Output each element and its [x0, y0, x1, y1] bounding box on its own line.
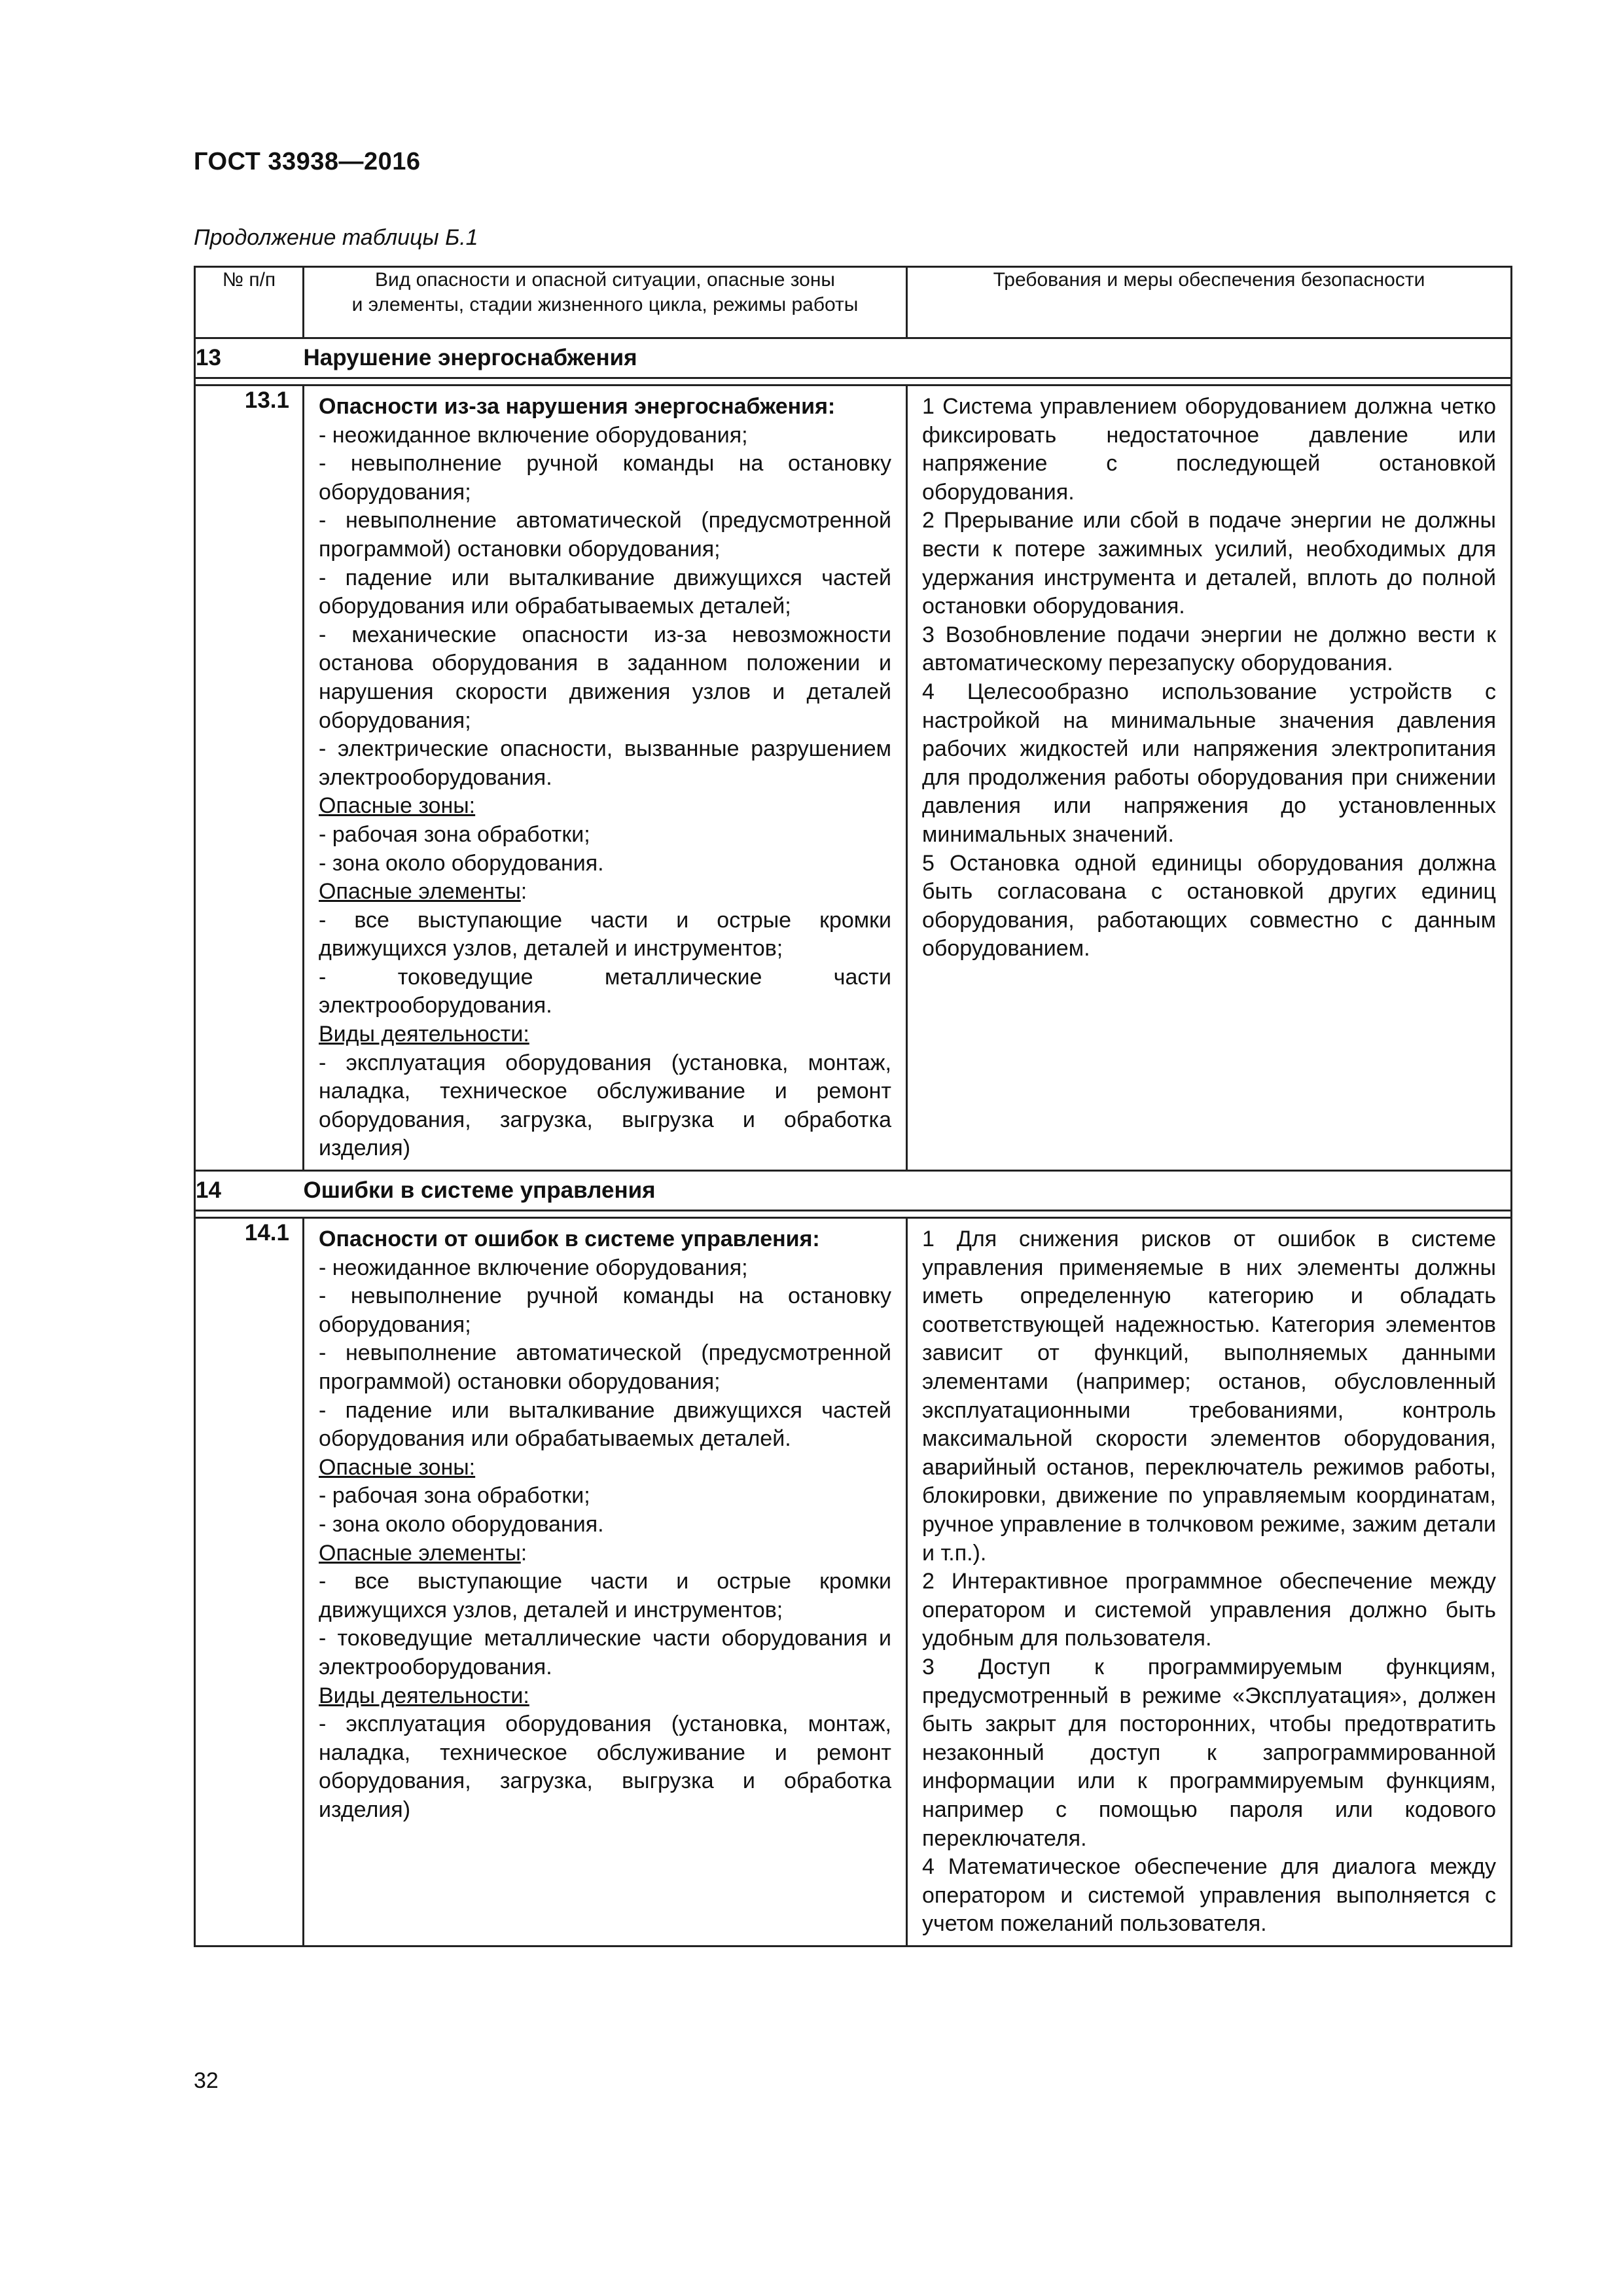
requirement-item: 4 Математическое обеспечение для диалога между оператором и системой управления выполняется с учетом пожеланий пользователя. [922, 1854, 1496, 1937]
requirement-item: 3 Доступ к программируемым функциям, предусмотренный в режиме «Эксплуатация», должен быть закрыт для посторонних, чтобы предотвратить незаконный доступ к запрограммированной информации или к программируемым функциям, например с помощью пароля или кодового переключателя. [922, 1654, 1496, 1851]
element-item: - все выступающие части и острые кромки движущихся узлов, деталей и инструментов; [319, 907, 891, 961]
page-number: 32 [194, 2068, 219, 2093]
elements-colon: : [520, 879, 527, 905]
activity-item: - эксплуатация оборудования (установка, монтаж, наладка, техническое обслуживание и ремонт оборудования, загрузка, выгрузка и обработка изделия) [319, 1712, 891, 1822]
zones-label: Опасные зоны: [319, 793, 476, 819]
hazard-item: - невыполнение ручной команды на остановку оборудования; [319, 1283, 891, 1337]
element-item: - токоведущие металлические части оборудования и электрооборудования. [319, 1626, 891, 1679]
hazard-item: - невыполнение автоматической (предусмотренной программой) остановки оборудования; [319, 508, 891, 562]
hazard-item: - электрические опасности, вызванные разрушением электрооборудования. [319, 736, 891, 790]
elements-colon: : [520, 1540, 527, 1566]
zone-item: - зона около оборудования. [319, 850, 604, 876]
element-item: - все выступающие части и острые кромки движущихся узлов, деталей и инструментов; [319, 1569, 891, 1623]
hazard-title: Опасности из-за нарушения энергоснабжения: [319, 394, 836, 419]
requirement-item: 1 Система управлением оборудованием должна четко фиксировать недостаточное давление или напряжение с последующей остановкой оборудования. [922, 394, 1496, 505]
requirements-cell [907, 1218, 1512, 1946]
hazard-title: Опасности от ошибок в системе управления: [319, 1227, 820, 1252]
section-title: Нарушение энергоснабжения [304, 338, 1512, 378]
zone-item: - рабочая зона обработки; [319, 1483, 590, 1509]
hazard-cell [304, 1218, 907, 1946]
section-row [195, 338, 1512, 378]
zone-item: - рабочая зона обработки; [319, 821, 590, 847]
hazard-item: - невыполнение автоматической (предусмотренной программой) остановки оборудования; [319, 1340, 891, 1394]
section-row [195, 1171, 1512, 1211]
item-row [195, 1218, 1512, 1946]
requirement-item: 2 Интерактивное программное обеспечение между оператором и системой управления должно быть удобным для пользователя. [922, 1569, 1496, 1651]
requirement-item: 2 Прерывание или сбой в подаче энергии не должны вести к потере зажимных усилий, необходимых для удержания инструмента и деталей, вплоть до полной остановки оборудования. [922, 508, 1496, 619]
table-caption: Продолжение таблицы Б.1 [194, 225, 478, 250]
section-number: 14 [195, 1171, 304, 1211]
item-number: 13.1 [195, 386, 304, 1171]
activity-item: - эксплуатация оборудования (установка, монтаж, наладка, техническое обслуживание и ремонт оборудования, загрузка, выгрузка и обработка изделия) [319, 1050, 891, 1161]
section-gap [195, 378, 1512, 386]
hazard-item: - неожиданное включение оборудования; [319, 422, 748, 448]
elements-label: Опасные элементы [319, 1540, 521, 1566]
table-header-row [195, 267, 1512, 338]
zones-label: Опасные зоны: [319, 1454, 476, 1480]
elements-label: Опасные элементы [319, 879, 521, 905]
item-row [195, 386, 1512, 1171]
requirement-item: 4 Целесообразно использование устройств с настройкой на минимальные значения давления рабочих жидкостей или напряжения электропитания для продолжения работы оборудования при снижении давления или напряжения до установленных минимальных значений. [922, 679, 1496, 847]
requirement-item: 1 Для снижения рисков от ошибок в системе управления применяемые в них элементы должны иметь определенную категорию и обладать соответствующей надежностью. Категория элементов зависит от функций, выполняемых данными элементами (например; останов, обусловленный эксплуатационными требованиями, контроль максимальной скорости элементов оборудования, аварийный останов, переключатель режимов работы, блокировки, движение по управляемым координатам, ручное управление в толчковом режиме, зажим детали и т.п.). [922, 1227, 1496, 1566]
header-hazard [304, 267, 907, 338]
hazard-item: - механические опасности из-за невозможности останова оборудования в заданном положении и нарушения скорости движения узлов и деталей оборудования; [319, 622, 891, 733]
hazards-table [194, 266, 1512, 1947]
requirement-item: 3 Возобновление подачи энергии не должно вести к автоматическому перезапуску оборудования. [922, 622, 1496, 676]
zone-item: - зона около оборудования. [319, 1511, 604, 1537]
header-number: № п/п [195, 267, 304, 338]
header-hazard-line-2: и элементы, стадии жизненного цикла, режимы работы [351, 294, 859, 315]
hazard-cell [304, 386, 907, 1171]
header-requirements: Требования и меры обеспечения безопасности [907, 267, 1512, 338]
hazard-item: - падение или выталкивание движущихся частей оборудования или обрабатываемых деталей. [319, 1397, 891, 1452]
requirements-cell [907, 386, 1512, 1171]
requirement-item: 5 Остановка одной единицы оборудования должна быть согласована с остановкой других единиц оборудования, работающих совместно с данным оборудованием. [922, 850, 1496, 961]
activities-label: Виды деятельности: [319, 1683, 529, 1708]
section-number: 13 [195, 338, 304, 378]
header-hazard-line-1: Вид опасности и опасной ситуации, опасные зоны [375, 269, 835, 291]
element-item: - токоведущие металлические части электрооборудования. [319, 964, 891, 1018]
section-title: Ошибки в системе управления [304, 1171, 1512, 1211]
hazard-item: - невыполнение ручной команды на остановку оборудования; [319, 451, 891, 505]
standard-designation: ГОСТ 33938—2016 [194, 148, 421, 175]
item-number: 14.1 [195, 1218, 304, 1946]
hazard-item: - неожиданное включение оборудования; [319, 1255, 748, 1280]
activities-label: Виды деятельности: [319, 1022, 529, 1047]
section-gap [195, 1211, 1512, 1218]
hazard-item: - падение или выталкивание движущихся частей оборудования или обрабатываемых деталей; [319, 565, 891, 619]
